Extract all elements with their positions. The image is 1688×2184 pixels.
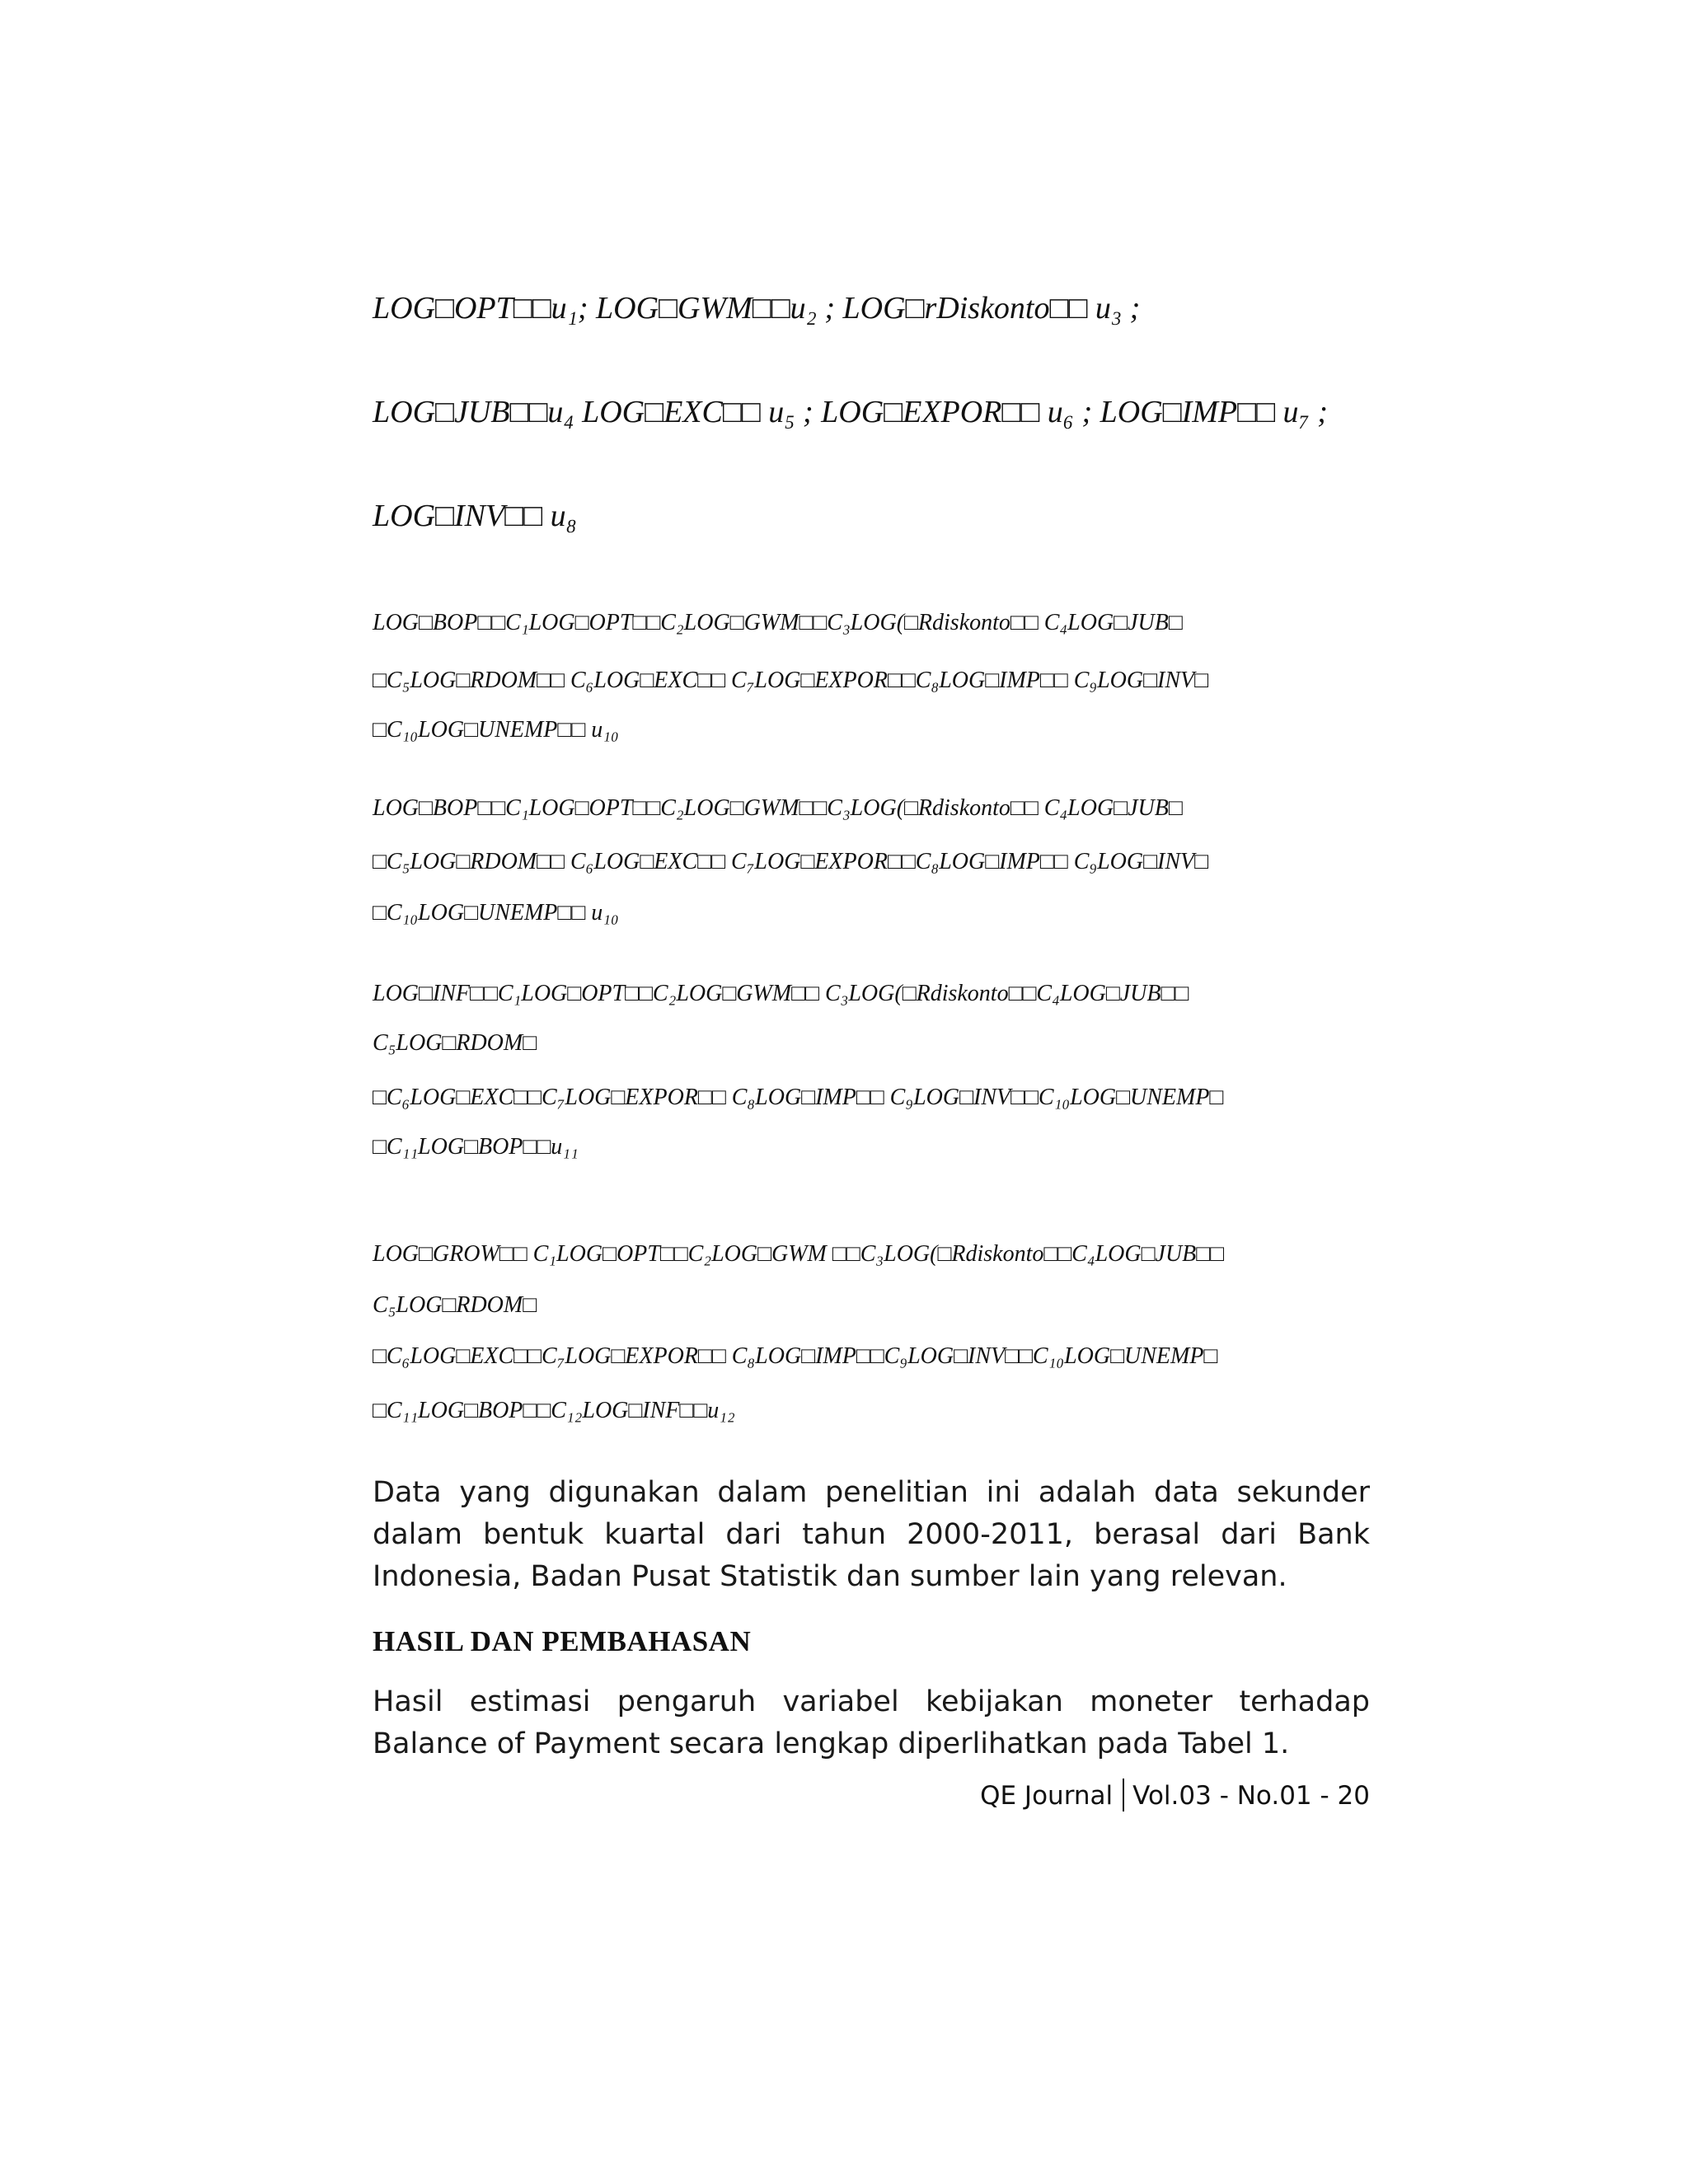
equation-line: □C₁₀LOG□UNEMP□□ u₁₀ — [373, 900, 619, 926]
equation-line: LOG□BOP□□C₁LOG□OPT□□C₂LOG□GWM□□C₃LOG(□Rdiskonto□□ C₄LOG□JUB□ — [373, 795, 1183, 821]
equation-line: □C₁₀LOG□UNEMP□□ u₁₀ — [373, 717, 619, 743]
equation-line: □C₁₁LOG□BOP□□C₁₂LOG□INF□□u₁₂ — [373, 1398, 735, 1423]
equation-line: □C₆LOG□EXC□□C₇LOG□EXPOR□□ C₈LOG□IMP□□C₉LOG□INV□□C₁₀LOG□UNEMP□ — [373, 1343, 1218, 1369]
equation-line: □C₆LOG□EXC□□C₇LOG□EXPOR□□ C₈LOG□IMP□□ C₉LOG□INV□□C₁₀LOG□UNEMP□ — [373, 1085, 1224, 1110]
equation-line: C₅LOG□RDOM□ — [373, 1030, 537, 1056]
equation-line: □C₁₁LOG□BOP□□u₁₁ — [373, 1134, 579, 1160]
equation-line: LOG□BOP□□C₁LOG□OPT□□C₂LOG□GWM□□C₃LOG(□Rdiskonto□□ C₄LOG□JUB□ — [373, 610, 1183, 635]
data-description-paragraph: Data yang digunakan dalam penelitian ini adalah data sekunder dalam bentuk kuartal dari tahun 2000-2011, berasal dari Bank Indonesia, Badan Pusat Statistik dan sumber lain yang relevan. — [373, 1476, 1370, 1593]
equation-line: □C₅LOG□RDOM□□ C₆LOG□EXC□□ C₇LOG□EXPOR□□C₈LOG□IMP□□ C₉LOG□INV□ — [373, 668, 1209, 693]
equation-line: C₅LOG□RDOM□ — [373, 1292, 537, 1318]
equation-line: LOG□OPT□□u₁; LOG□GWM□□u₂ ; LOG□rDiskonto□□ u₃ ; — [373, 291, 1141, 326]
section-heading: HASIL DAN PEMBAHASAN — [373, 1625, 752, 1657]
journal-name: QE Journal — [980, 1781, 1114, 1811]
equation-line: LOG□INV□□ u₈ — [373, 499, 577, 533]
footer-separator — [1123, 1779, 1124, 1811]
page-footer — [980, 1779, 1370, 1811]
equation-line: □C₅LOG□RDOM□□ C₆LOG□EXC□□ C₇LOG□EXPOR□□C₈LOG□IMP□□ C₉LOG□INV□ — [373, 849, 1209, 874]
equation-line: LOG□GROW□□ C₁LOG□OPT□□C₂LOG□GWM □□C₃LOG(□Rdiskonto□□C₄LOG□JUB□□ — [373, 1241, 1225, 1267]
equation-line: LOG□JUB□□u₄ LOG□EXC□□ u₅ ; LOG□EXPOR□□ u₆ ; LOG□IMP□□ u₇ ; — [373, 395, 1328, 429]
journal-volume: Vol.03 - No.01 - — [1132, 1781, 1338, 1811]
results-paragraph: Hasil estimasi pengaruh variabel kebijakan moneter terhadap Balance of Payment secara lengkap diperlihatkan pada Tabel 1. — [373, 1685, 1370, 1760]
equation-line: LOG□INF□□C₁LOG□OPT□□C₂LOG□GWM□□ C₃LOG(□Rdiskonto□□C₄LOG□JUB□□ — [373, 981, 1189, 1006]
page-number: 20 — [1337, 1781, 1370, 1811]
